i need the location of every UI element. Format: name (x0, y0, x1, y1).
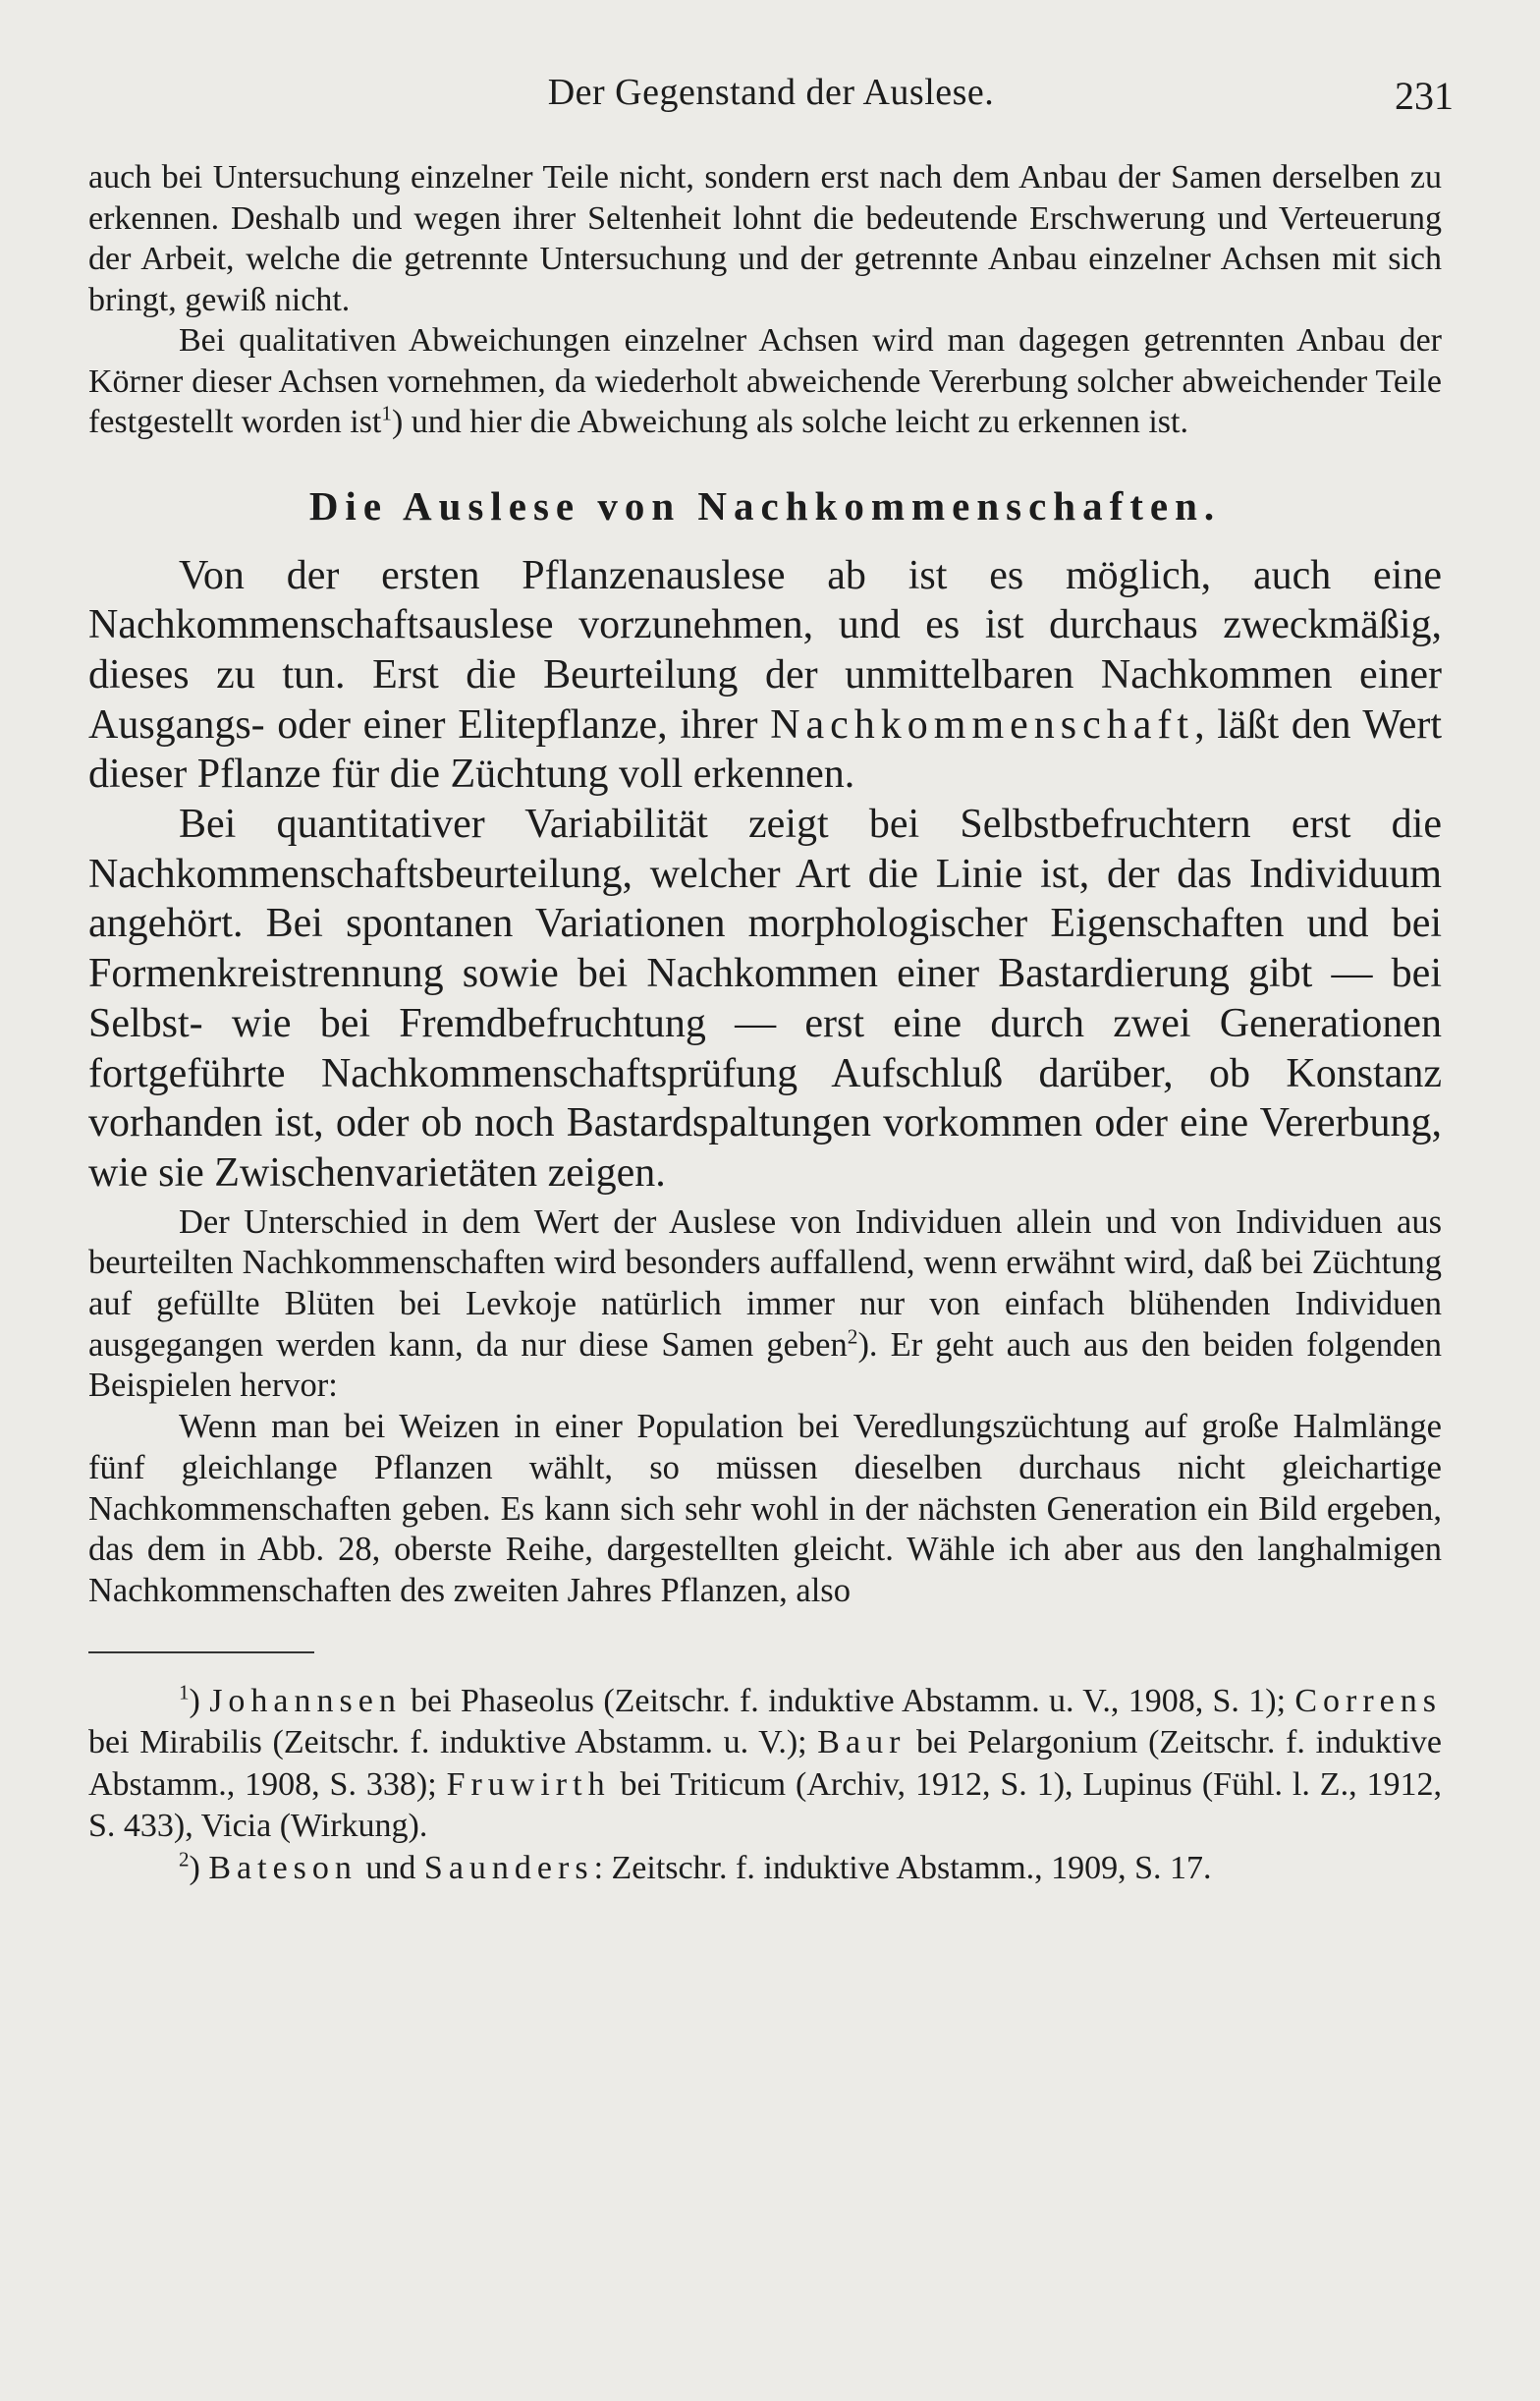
footnote-1: $^1$) Johannsen bei Phaseolus (Zeitschr. f. induktive Abstamm. u. V., 1908, S. 1); Correns bei Mirabilis (Zeitschr. f. induktive Abstamm. u. V.); Baur bei Pelargonium (Zeitschr. f. induktive Abstamm., 1908, S. 338); Fruwirth bei Triticum (Archiv, 1912, S. 1), Lupinus (Fühl. l. Z., 1912, S. 433), Vicia (Wirkung). (88, 1680, 1442, 1845)
paragraph-text: auch bei Untersuchung einzelner Teile nicht, sondern erst nach dem Anbau der Samen derselben zu erkennen. Deshalb und wegen ihrer Seltenheit lohnt die bedeutende Erschwerung und Verteuerung der Arbeit, welche die getrennte Untersuchung und der getrennte Anbau einzelner Achsen mit sich bringt, gewiß nicht. (88, 159, 1442, 318)
emphasized-term: Nachkommenschaft (770, 701, 1195, 748)
paragraph-text-end: ). Er geht auch aus den beiden folgenden Beispielen hervor: (88, 1325, 1442, 1405)
footnote-ref-1: 1 (381, 401, 392, 425)
paragraph-text-end: , läßt den Wert dieser Pflanze für die Züchtung voll erkennen. (88, 701, 1442, 798)
paragraph-continued (88, 157, 1442, 320)
paragraph-text: Der Unterschied in dem Wert der Auslese von Individuen allein und von Individuen aus beurteilten Nachkommenschaften wird besonders auffallend, wenn erwähnt wird, daß bei Züchtung auf gefüllte Blüten bei Levkoje natürlich immer nur von einfach blühenden Individuen ausgegangen werden kann, da nur diese Samen geben (88, 1202, 1442, 1364)
paragraph-text-end: ) und hier die Abweichung als solche leicht zu erkennen ist. (391, 404, 1188, 440)
section-heading: Die Auslese von Nachkommenschaften. (308, 482, 1222, 529)
running-title: Der Gegenstand der Auslese. (547, 72, 995, 113)
page-body (88, 157, 1442, 1889)
paragraph-text: Von der ersten Pflanzenauslese ab ist es möglich, auch eine Nachkommenschaftsauslese vorzunehmen, und es ist durchaus zweckmäßig, dieses zu tun. Erst die Beurteilung der unmittelbaren Nachkommen einer Ausgangs- oder einer Elitepflanze, ihrer (88, 552, 1442, 748)
footnote-divider (88, 1651, 314, 1653)
author-name: Saunders (423, 1849, 594, 1886)
paragraph-qualitative (88, 320, 1442, 443)
footnote-text: bei Phaseolus (Zeitschr. f. induktive Abstamm. u. V., 1908, S. 1); (401, 1682, 1295, 1719)
paragraph-wheat-example (88, 1407, 1442, 1612)
paragraph-quantitative (88, 800, 1442, 1199)
footnote-text: bei Triticum (Archiv, 1912, S. 1), Lupinus (Fühl. l. Z., 1912, S. 433), Vicia (Wirkung). (88, 1765, 1442, 1845)
footnote-text: : Zeitschr. f. induktive Abstamm., 1909, S. 17. (593, 1849, 1212, 1886)
footnote-ref-2: 2 (847, 1324, 858, 1349)
paragraph-offspring-selection (88, 551, 1442, 801)
author-name: Correns (1294, 1682, 1442, 1719)
page-header (88, 71, 1454, 120)
author-name: Bateson (208, 1849, 358, 1886)
footnote-marker: 1 (179, 1680, 190, 1704)
author-name: Johannsen (209, 1682, 402, 1719)
footnote-text: bei Mirabilis (Zeitschr. f. induktive Abstamm. u. V.); (88, 1724, 818, 1761)
paragraph-difference (88, 1202, 1442, 1408)
footnote-text: bei Pelargonium (Zeitschr. f. induktive Abstamm., 1908, S. 338); (88, 1724, 1442, 1803)
author-name: Baur (817, 1724, 907, 1761)
footnote-2: $^2$) Bateson und Saunders: Zeitschr. f. induktive Abstamm., 1909, S. 17. (179, 1847, 1212, 1886)
paragraph-text: Bei qualitativen Abweichungen einzelner Achsen wird man dagegen getrennten Anbau der Körner dieser Achsen vornehmen, da wiederholt abweichende Vererbung solcher abweichender Teile festgestellt worden ist (88, 322, 1442, 440)
footnote-marker: 2 (179, 1847, 190, 1871)
footnote-text: und (357, 1849, 424, 1886)
page-number: 231 (1395, 74, 1454, 118)
author-name: Fruwirth (446, 1765, 611, 1803)
paragraph-text: Bei quantitativer Variabilität zeigt bei Selbstbefruchtern erst die Nachkommenschaftsbeurteilung, welcher Art die Linie ist, der das Individuum angehört. Bei spontanen Variationen morphologischer Eigenschaften und bei Formenkreistrennung sowie bei Nachkommen einer Bastardierung gibt — bei Selbst- wie bei Fremdbefruchtung — erst eine durch zwei Generationen fortgeführte Nachkommenschaftsprüfung Aufschluß darüber, ob Konstanz vorhanden ist, oder ob noch Bastardspaltungen vorkommen oder eine Vererbung, wie sie Zwischenvarietäten zeigen. (88, 802, 1442, 1196)
paragraph-text: Wenn man bei Weizen in einer Population bei Veredlungszüchtung auf große Halmlänge fünf gleichlange Pflanzen wählt, so müssen dieselben durchaus nicht gleichartige Nachkommenschaften geben. Es kann sich sehr wohl in der nächsten Generation ein Bild ergeben, das dem in Abb. 28, oberste Reihe, dargestellten gleicht. Wähle ich aber aus den langhalmigen Nachkommenschaften des zweiten Jahres Pflanzen, also (88, 1408, 1442, 1609)
